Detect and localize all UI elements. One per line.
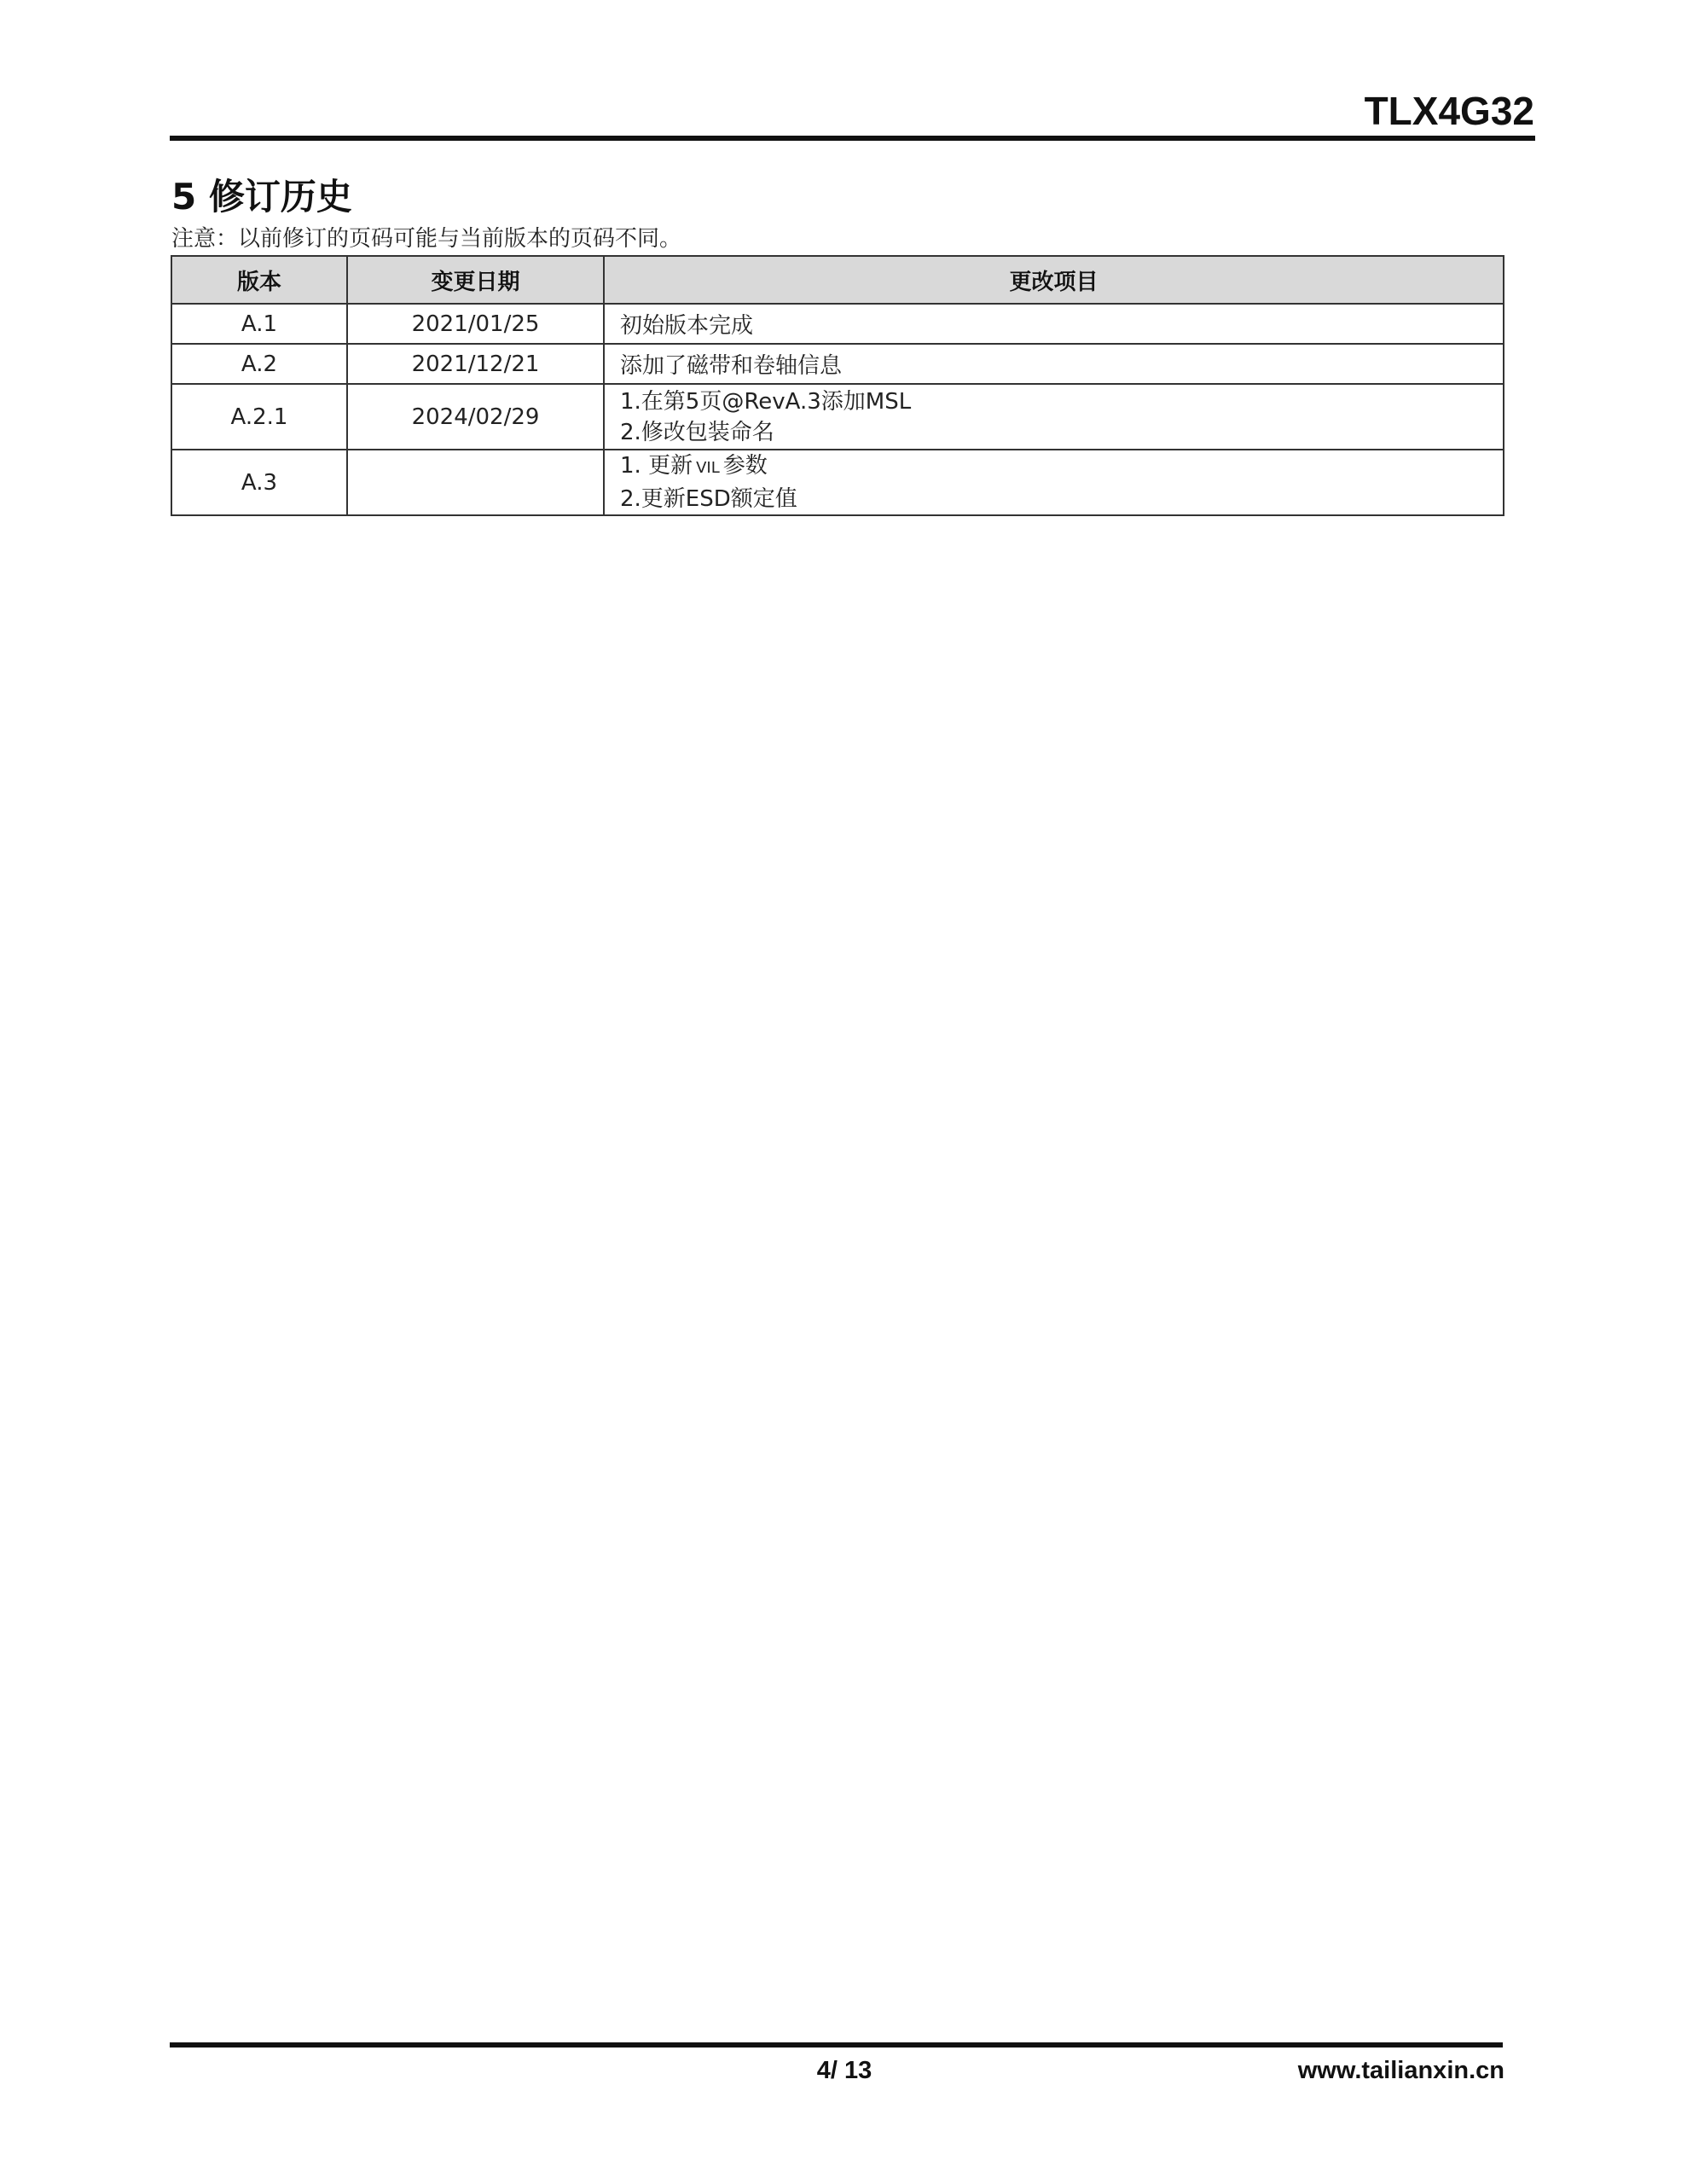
cell-version: A.2.1 <box>171 384 347 450</box>
cell-version: A.2 <box>171 344 347 384</box>
change-line: 2.更新ESD额定值 <box>620 486 797 512</box>
section-note: 注意：以前修订的页码可能与当前版本的页码不同。 <box>171 226 682 252</box>
footer-divider <box>170 2042 1503 2048</box>
document-part-number: TLX4G32 <box>1364 89 1534 133</box>
change-text: 1. 更新 <box>620 453 693 479</box>
change-text-suffix: 参数 <box>722 453 768 479</box>
website-url: www.tailianxin.cn <box>1297 2057 1504 2084</box>
cell-date: 2024/02/29 <box>347 384 604 450</box>
cell-changes <box>604 304 1504 344</box>
parameter-symbol: VIL <box>696 459 720 477</box>
table-row <box>171 344 1504 384</box>
header-divider <box>170 136 1535 141</box>
revision-history-table <box>171 255 1504 516</box>
change-line: 2.修改包装命名 <box>620 419 774 445</box>
cell-changes <box>604 344 1504 384</box>
change-line <box>620 450 1487 484</box>
table-row <box>171 450 1504 515</box>
cell-changes <box>604 450 1504 515</box>
column-header-changes: 更改项目 <box>604 256 1504 304</box>
table-row <box>171 304 1504 344</box>
cell-date: 2021/12/21 <box>347 344 604 384</box>
cell-date <box>347 450 604 515</box>
column-header-version: 版本 <box>171 256 347 304</box>
change-line: 初始版本完成 <box>620 313 754 339</box>
cell-date: 2021/01/25 <box>347 304 604 344</box>
table-header-row <box>171 256 1504 304</box>
change-line: 1.在第5页@RevA.3添加MSL <box>620 388 912 415</box>
section-heading: 5 修订历史 <box>171 176 352 218</box>
column-header-date: 变更日期 <box>347 256 604 304</box>
cell-changes <box>604 384 1504 450</box>
cell-version: A.3 <box>171 450 347 515</box>
page-number: 4/ 13 <box>816 2057 872 2084</box>
cell-version: A.1 <box>171 304 347 344</box>
table-row <box>171 384 1504 450</box>
change-line: 添加了磁带和卷轴信息 <box>620 353 843 379</box>
